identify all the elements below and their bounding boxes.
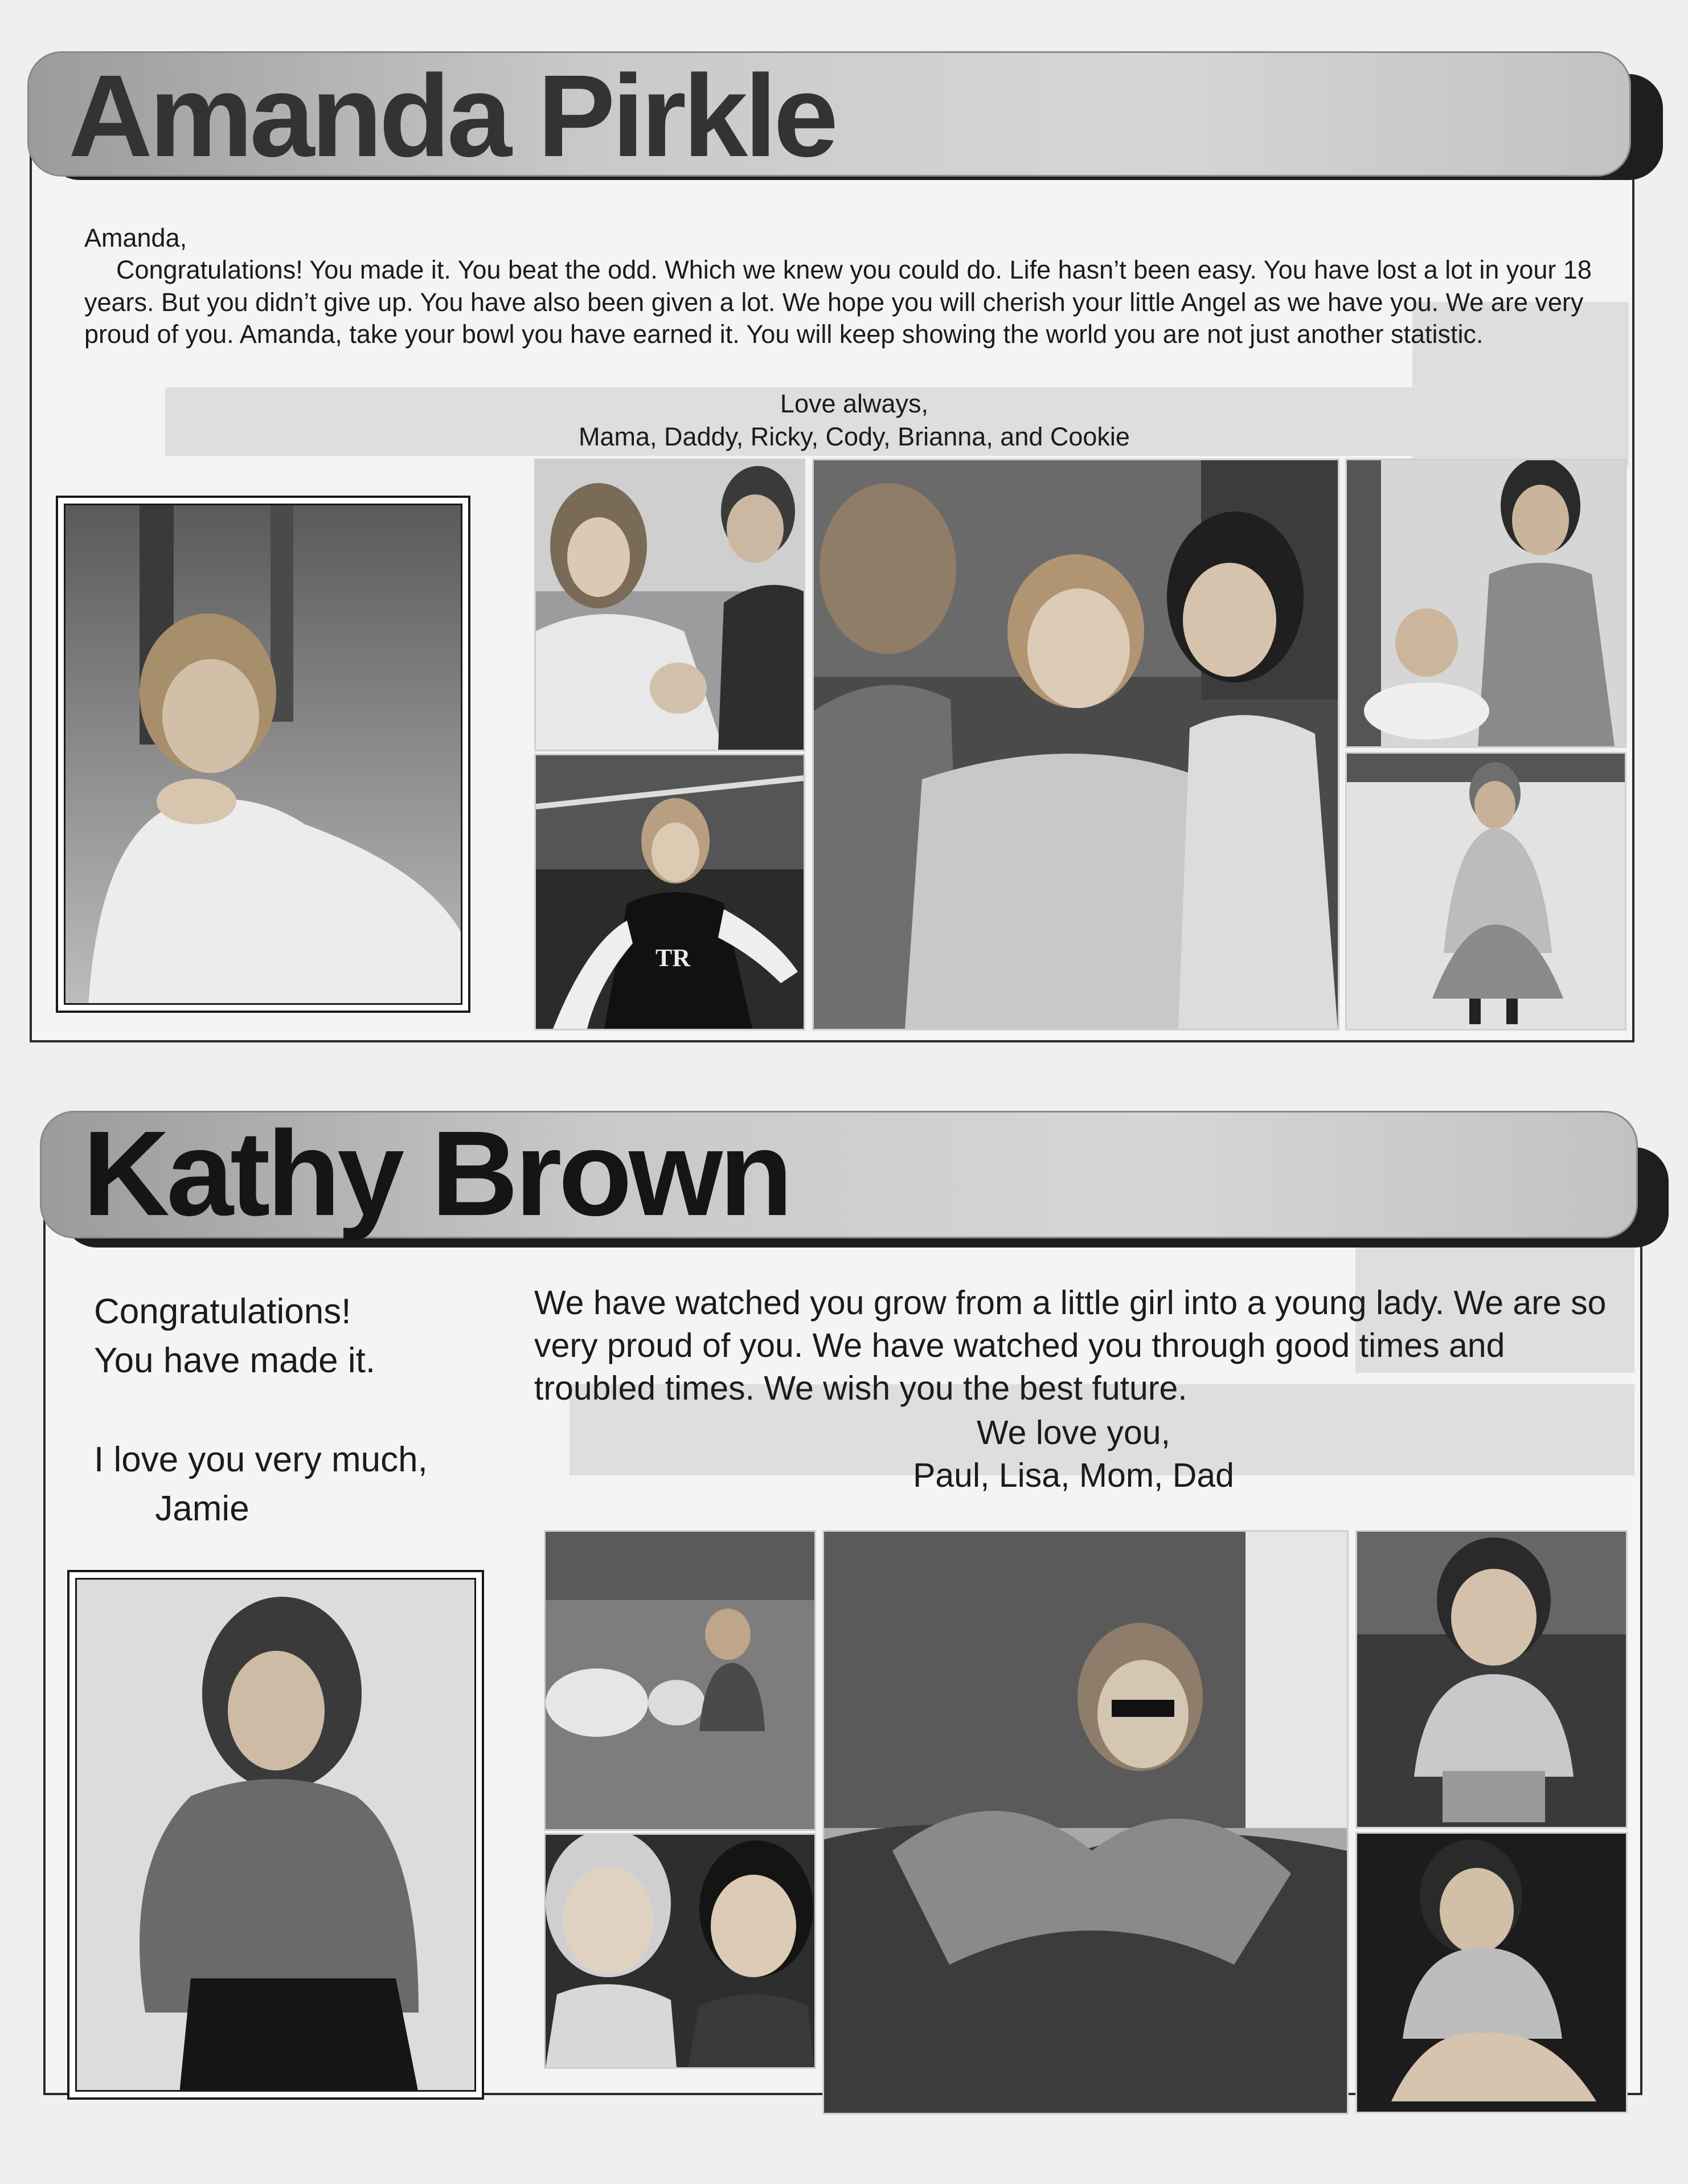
student-name: Kathy Brown bbox=[83, 1106, 790, 1241]
senior-portrait bbox=[67, 1570, 484, 2100]
photo-two-friends bbox=[544, 1833, 816, 2069]
note-line: Congratulations! bbox=[94, 1292, 351, 1331]
photo-baby-dog bbox=[544, 1530, 816, 1831]
photo-toddler bbox=[1345, 752, 1626, 1030]
photo-toddler-sitting bbox=[1355, 1530, 1628, 1829]
photo-cheerleader bbox=[534, 754, 805, 1030]
closing: We love you, bbox=[977, 1414, 1170, 1451]
friend-note bbox=[94, 1287, 375, 1385]
friend-signature bbox=[94, 1435, 493, 1533]
message-block bbox=[84, 222, 1611, 350]
signature: Mama, Daddy, Ricky, Cody, Brianna, and Cookie bbox=[579, 422, 1130, 451]
signature: Paul, Lisa, Mom, Dad bbox=[912, 1456, 1234, 1494]
photo-family-baby bbox=[534, 459, 805, 751]
message-text: Congratulations! You made it. You beat the odd. Which we knew you could do. Life hasn’t been easy. You have lost a lot in your 18 years. But you didn’t give up. You have also been given a lot. We hope you will cherish your little Angel as we have you. We are very proud of you. Amanda, take your bowl you have earned it. You will keep showing the world you are not just another statistic. bbox=[84, 255, 1592, 349]
signature-block bbox=[513, 387, 1196, 453]
message-text: We have watched you grow from a little girl into a young lady. We are so very proud of you. We have watched you through good times and troubled times. We wish you the best future. bbox=[534, 1284, 1607, 1407]
photo-baby-cake bbox=[1345, 459, 1626, 748]
love-line: I love you very much, bbox=[94, 1440, 428, 1479]
photo-child-shirt bbox=[1355, 1832, 1628, 2113]
student-name: Amanda Pirkle bbox=[68, 51, 835, 181]
greeting: Amanda, bbox=[84, 223, 187, 252]
photo-group-trio bbox=[812, 459, 1339, 1030]
note-line: You have made it. bbox=[94, 1340, 376, 1380]
cheer-letters: TR bbox=[655, 944, 691, 972]
portrait-image bbox=[64, 504, 462, 1005]
closing: Love always, bbox=[780, 389, 929, 418]
photo-saddle bbox=[822, 1530, 1349, 2115]
signature-block bbox=[786, 1412, 1361, 1497]
senior-portrait bbox=[56, 496, 470, 1013]
portrait-image bbox=[75, 1578, 476, 2092]
friend-name: Jamie bbox=[155, 1488, 249, 1528]
profile-amanda bbox=[0, 0, 1688, 1048]
